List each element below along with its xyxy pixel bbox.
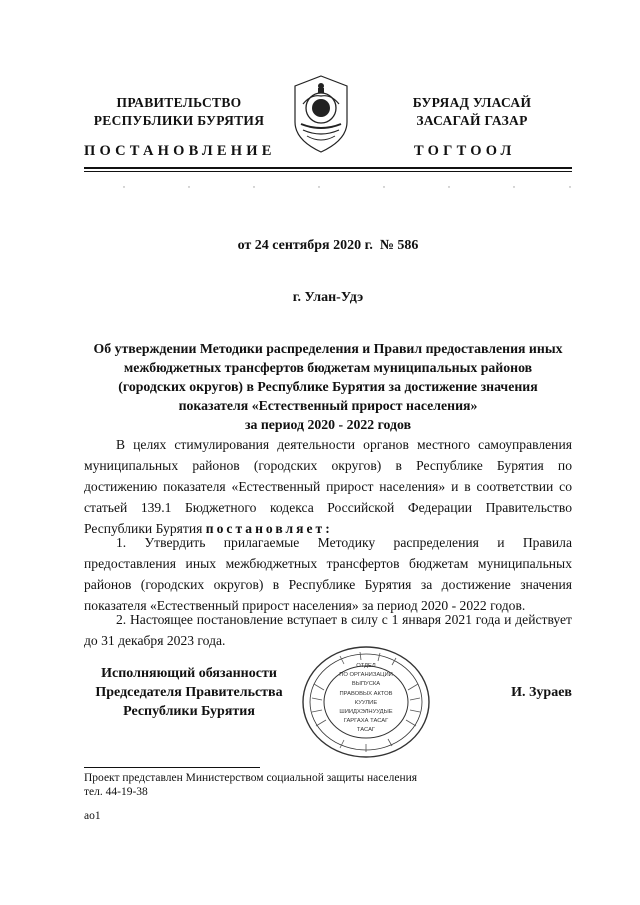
preamble-spaced: постановляет — [205, 521, 326, 536]
stamp-line2: ПО ОРГАНИЗАЦИИ — [339, 672, 393, 679]
header-rule — [84, 167, 572, 169]
stamp-line8: ТАСАГ — [356, 727, 376, 734]
stamp-line7: ГАРГАХА ТАСАГ — [343, 718, 389, 725]
header-right-line1: БУРЯАД УЛАСАЙ — [412, 95, 532, 110]
header-right-kind: ТОГТООЛ — [414, 143, 516, 159]
header-right-line2: ЗАСАГАЙ ГАЗАР — [416, 113, 528, 128]
stamp-line1: ОТДЕЛ — [356, 663, 376, 669]
stamp-line5: КУУЛИЕ — [354, 699, 378, 706]
title-line2: межбюджетных трансфертов бюджетам муниципальных районов — [123, 360, 533, 375]
date-number: от 24 сентября 2020 г. № 586 — [237, 238, 419, 253]
signatory-name: И. Зураев — [511, 685, 572, 700]
item-1 — [84, 532, 572, 616]
footer-line1: Проект представлен Министерством социальной защиты населения — [84, 772, 418, 784]
header-dots — [84, 176, 572, 180]
signature-line2: Председателя Правительства — [95, 685, 283, 700]
header-right — [372, 94, 572, 130]
signature-position — [84, 664, 294, 721]
city: г. Улан-Удэ — [292, 290, 364, 305]
title-line3: (городских округов) в Республике Бурятия за достижение значения — [118, 379, 538, 394]
header-rule-thin — [84, 171, 572, 172]
header-left — [84, 94, 274, 130]
header-left-line1: ПРАВИТЕЛЬСТВО — [116, 95, 242, 110]
footer-rule — [84, 767, 260, 768]
stamp-line4: ПРАВОВЫХ АКТОВ — [339, 690, 393, 697]
footer-code: ао1 — [84, 810, 101, 822]
title-line4: показателя «Естественный прирост населения» — [178, 398, 478, 413]
official-stamp — [300, 644, 432, 760]
signature-line3: Республики Бурятия — [123, 704, 255, 719]
header-left-line2: РЕСПУБЛИКИ БУРЯТИЯ — [93, 113, 265, 128]
footer-line2: тел. 44-19-38 — [84, 786, 148, 798]
coat-of-arms — [291, 74, 351, 154]
title-line1: Об утверждении Методики распределения и Правил предоставления иных — [93, 341, 563, 356]
stamp-text — [326, 662, 406, 736]
item-1-text: 1. Утвердить прилагаемые Методику распределения и Правила предоставления иных межбюджетных трансфертов бюджетам муниципальных районов (городских округов) в Республике Бурятия за достижение значения показателя «Естественный прирост населения» за период 2020 - 2022 годов. — [84, 535, 572, 613]
preamble — [84, 434, 572, 539]
title-line5: за период 2020 - 2022 годов — [244, 417, 412, 432]
item-2-text: 2. Настоящее постановление вступает в силу с 1 января 2021 года и действует до 31 декабря 2023 года. — [84, 612, 572, 648]
header-left-kind: ПОСТАНОВЛЕНИЕ — [84, 143, 276, 159]
signature-line1: Исполняющий обязанности — [101, 666, 277, 681]
stamp-line3: ВЫПУСКА — [351, 681, 381, 688]
document-title — [84, 339, 572, 434]
stamp-line6: ШИИДХЭЛНУУДЫЕ — [339, 709, 393, 716]
preamble-tail: : — [325, 521, 330, 536]
preamble-text: В целях стимулирования деятельности органов местного самоуправления муниципальных районов (городских округов) в Республике Бурятия по достижению показателя «Естественный прирост населения» и в соответствии со статьей 139.1 Бюджетного кодекса Российской Федерации Правительство Республики Бурятия — [84, 437, 572, 536]
